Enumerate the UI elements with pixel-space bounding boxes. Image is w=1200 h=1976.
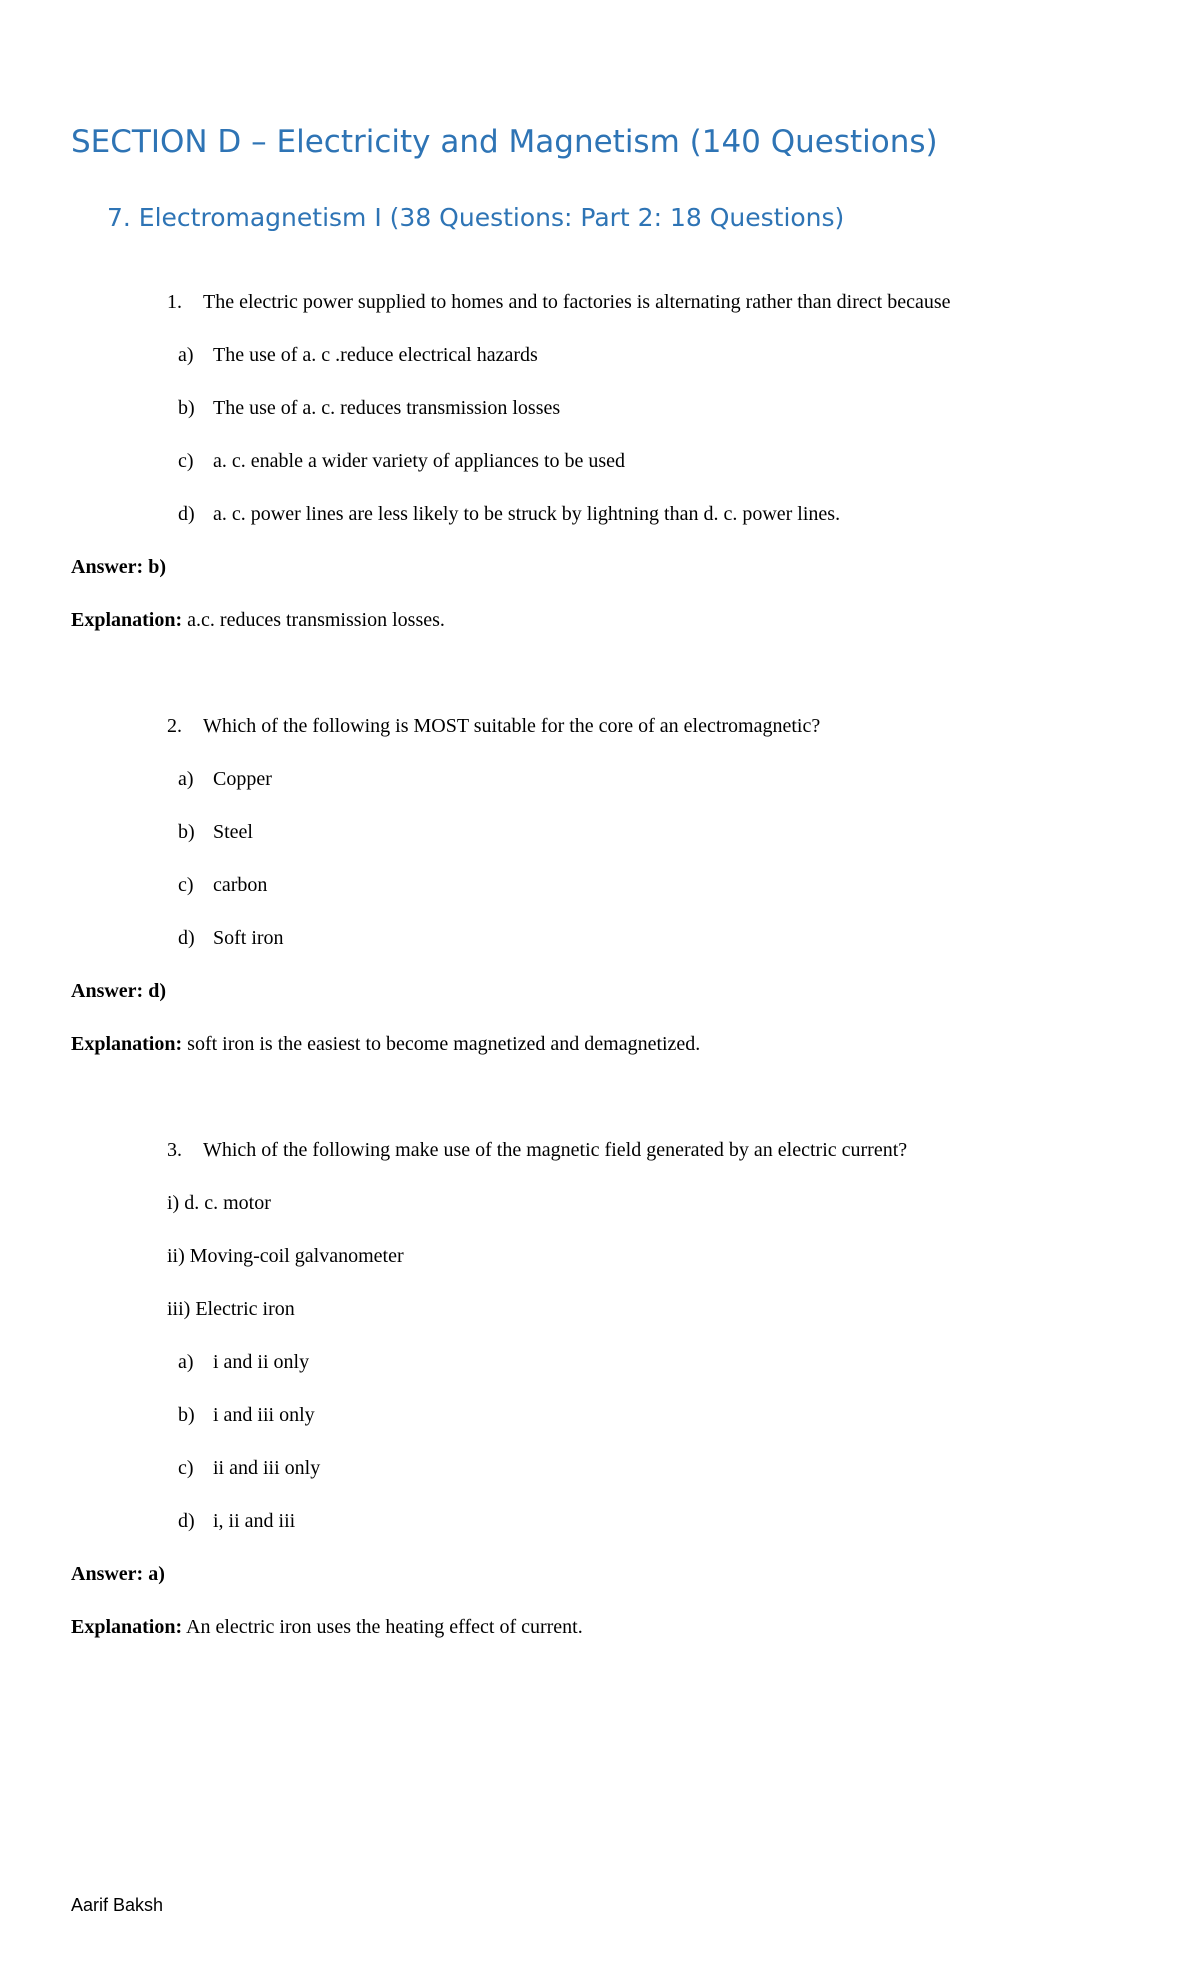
- question-text: Which of the following make use of the magnetic field generated by an electric current?: [203, 1139, 908, 1161]
- option-3a: [178, 1351, 309, 1374]
- option-3c: [178, 1457, 320, 1480]
- question-1: [167, 291, 950, 314]
- option-text: i and ii only: [213, 1351, 310, 1373]
- option-1c: [178, 450, 625, 473]
- question-text: The electric power supplied to homes and to factories is alternating rather than direct because: [203, 291, 951, 313]
- explanation-label: Explanation:: [71, 609, 183, 631]
- explanation-text: An electric iron uses the heating effect of current.: [182, 1616, 583, 1638]
- option-1a: [178, 344, 538, 367]
- option-letter: d): [178, 1510, 195, 1532]
- question-text: Which of the following is MOST suitable for the core of an electromagnetic?: [203, 715, 821, 737]
- explanation-3: [71, 1616, 583, 1639]
- explanation-label: Explanation:: [71, 1033, 183, 1055]
- option-2d: [178, 927, 284, 950]
- option-text: Soft iron: [213, 927, 284, 949]
- question-3: [167, 1139, 907, 1162]
- option-text: a. c. enable a wider variety of appliances to be used: [213, 450, 626, 472]
- option-letter: b): [178, 821, 195, 843]
- answer-3: Answer: a): [71, 1563, 165, 1585]
- option-text: Steel: [213, 821, 253, 843]
- option-letter: a): [178, 768, 194, 790]
- option-3d: [178, 1510, 295, 1533]
- answer-2: Answer: d): [71, 980, 166, 1002]
- option-letter: b): [178, 397, 195, 419]
- question-number: 1.: [167, 291, 182, 313]
- option-1b: [178, 397, 560, 420]
- question-number: 3.: [167, 1139, 182, 1161]
- option-text: a. c. power lines are less likely to be struck by lightning than d. c. power lines.: [213, 503, 841, 525]
- question-2: [167, 715, 820, 738]
- option-text: ii and iii only: [213, 1457, 321, 1479]
- statement-3-i: i) d. c. motor: [167, 1192, 271, 1214]
- explanation-2: [71, 1033, 700, 1056]
- option-letter: d): [178, 927, 195, 949]
- explanation-label: Explanation:: [71, 1616, 183, 1638]
- option-2c: [178, 874, 267, 897]
- option-1d: [178, 503, 840, 526]
- option-2a: [178, 768, 272, 791]
- explanation-1: [71, 609, 445, 632]
- option-text: i, ii and iii: [213, 1510, 296, 1532]
- option-letter: a): [178, 1351, 194, 1373]
- option-text: carbon: [213, 874, 268, 896]
- explanation-text: a.c. reduces transmission losses.: [182, 609, 445, 631]
- explanation-text: soft iron is the easiest to become magnetized and demagnetized.: [182, 1033, 701, 1055]
- option-text: Copper: [213, 768, 272, 790]
- option-letter: b): [178, 1404, 195, 1426]
- option-text: i and iii only: [213, 1404, 315, 1426]
- option-3b: [178, 1404, 315, 1427]
- answer-1: Answer: b): [71, 556, 166, 578]
- option-letter: d): [178, 503, 195, 525]
- option-text: The use of a. c. reduces transmission losses: [213, 397, 561, 419]
- option-letter: c): [178, 874, 194, 896]
- option-letter: c): [178, 1457, 194, 1479]
- question-number: 2.: [167, 715, 182, 737]
- option-2b: [178, 821, 253, 844]
- option-letter: c): [178, 450, 194, 472]
- section-title: SECTION D – Electricity and Magnetism (140 Questions): [71, 124, 938, 160]
- chapter-title: 7. Electromagnetism I (38 Questions: Part 2: 18 Questions): [107, 203, 845, 232]
- option-text: The use of a. c .reduce electrical hazards: [213, 344, 538, 366]
- statement-3-ii: ii) Moving-coil galvanometer: [167, 1245, 404, 1267]
- option-letter: a): [178, 344, 194, 366]
- footer-author: Aarif Baksh: [71, 1895, 164, 1915]
- statement-3-iii: iii) Electric iron: [167, 1298, 295, 1320]
